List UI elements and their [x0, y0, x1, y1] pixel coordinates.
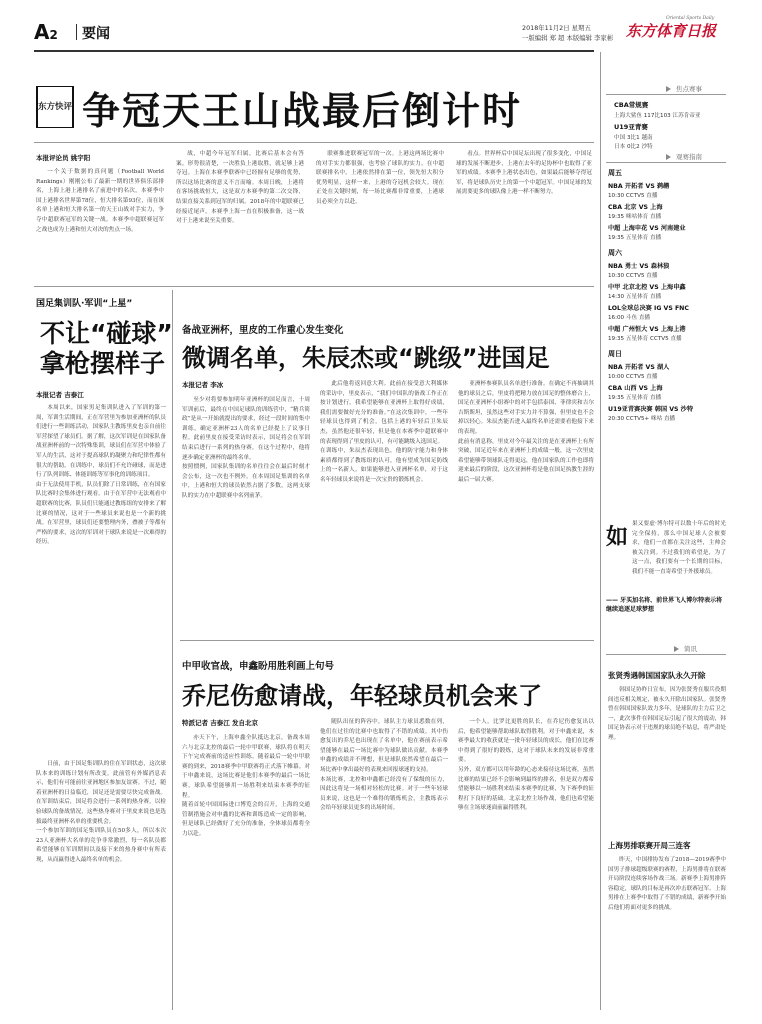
- story2-body-col3: [458, 380, 594, 628]
- story2-headline: 微调名单，朱辰杰或“跳级”进国足: [182, 344, 550, 372]
- sidebar-header-focus-text: 焦点赛事: [676, 85, 702, 93]
- schedule-broadcast: 10:30 CCTV5 直播: [608, 193, 658, 199]
- story3-body-col1: [182, 734, 310, 1010]
- schedule-broadcast: 10:00 CCTV5 直播: [608, 374, 658, 380]
- schedule-match: U19亚青赛决赛 韩国 VS 沙特: [608, 406, 694, 413]
- lead-col2-text: 战，中超今年冠军归属，比赛后基本会有答案。形势很清楚，一决胜负上港取胜，就足够上港夺冠。上海在本赛季联赛中已经握有足够的优势，所以这场比赛的意义不言而喻。本周日晚，上港将在客场挑战恒大，这是双方本赛季的第二次交锋，结果直接关系到冠军的归属。2018年的中超联赛已经接近尾声，本赛季上海一直在积极准备，这一战对于上港来说至关重要。: [176, 151, 304, 225]
- lead-headline: 争冠天王山战最后倒计时: [82, 89, 523, 133]
- brief1-text: 韩国足协昨日宣布，因为张贤秀在服兵役期间违反相关规定，被永久开除出国家队。张贤秀曾在韩国国家队效力多年，是球队的主力后卫之一，此次事件在韩国足坛引起了很大的震动，韩国足协表示对于违规的球员绝不姑息，将严肃处理。: [608, 687, 726, 741]
- story2-col1-text: 至少对将要参加明年亚洲杯的国足而言，十周军训前后，最终在中国足球队的训练营中，“精兵简政”是从一开始就提出的要求，经过一段时间的集中训练，确定亚洲杯23人的名单已经提上了议事日程。此前里皮在接受采访时表示，国足将会在军训结束后进行一系列的热身赛，在这个过程中，他将逐步确定亚洲杯的最终名单。 按照惯例，国家队集训的名单往往会在最后时刻才会公布，这一次也不例外。在本周国足集训的名单中，上港和恒大的球员依然占据了多数，这两支球队的实力在中超联赛中名列前茅。: [182, 397, 310, 499]
- story1-body: [36, 404, 166, 746]
- schedule-broadcast: 10:30 CCTV5 直播: [608, 273, 658, 279]
- schedule-broadcast: 19:35 咪咕体育 直播: [608, 214, 662, 220]
- brand-en: Oriental Sports Daily: [666, 16, 715, 21]
- brief1-body: [608, 686, 726, 820]
- story2-body-col2: [320, 380, 448, 628]
- u19-label: U19亚青赛: [614, 123, 648, 131]
- story2-kicker: 备战亚洲杯，里皮的工作重心发生变化: [182, 325, 344, 336]
- lead-body-col4: [456, 150, 592, 272]
- schedule-match: NBA 开拓者 VS 湖人: [608, 364, 670, 371]
- sidebar-header-brief-text: 简讯: [684, 645, 697, 653]
- schedule-match: LOL全球总决赛 IG VS FNC: [608, 305, 689, 312]
- brand-name: 东方体育日报: [626, 22, 717, 40]
- editors-line: 一版编辑 郑 超 本版编辑 李家彬: [522, 34, 614, 42]
- sidebar-header-guide: [606, 152, 726, 163]
- brief2-title: 上海男排联赛开局三连客: [608, 841, 691, 850]
- quote-text: [632, 520, 726, 575]
- cba-label: CBA常规赛: [614, 101, 649, 109]
- story1-byline: 本报记者 吉泰江: [36, 391, 84, 399]
- story3-byline: 特派记者 吉泰江 发自北京: [182, 719, 259, 727]
- page-number: [34, 20, 58, 44]
- schedule-broadcast: 19:35 五星体育 直播: [608, 235, 662, 241]
- sidebar-header-guide-text: 观赛指南: [676, 153, 702, 161]
- schedule-day: 周日: [608, 350, 622, 358]
- u19-result-2: 日本 0比2 沙特: [614, 144, 653, 150]
- story1-headline-line1: 不让“碰球”: [40, 319, 173, 348]
- schedule-broadcast: 20:30 CCTV5+ 咪咕 直播: [608, 416, 676, 422]
- schedule-broadcast: 16:00 斗鱼 直播: [608, 315, 651, 321]
- brief2-text: 昨天，中国排协发布了2018—2019赛季中国男子排球超级联赛的赛程，上海男排将在联赛开局阶段连续客场作战三场。新赛季上海男排阵容稳定，球队的目标是再次冲击联赛冠军。上海男排在上赛季中取得了不错的成绩，新赛季开始后他们将面对更多的挑战。: [608, 857, 726, 911]
- lead-body-col3: [316, 150, 444, 272]
- cba-result: 上海大鲨鱼 117比103 江苏肯帝亚: [614, 113, 701, 119]
- section-divider: [76, 24, 77, 40]
- story1-col1-text: 本周以来，国家男足集训队进入了军训的第一周，军训生活期间，正在军营里为参加亚洲杯的队员们进行一些训练活动，国家队主教练里皮也亲自前往军营探望了球员们。据了解，这次军训是在国家队备战亚洲杯前的一次特殊集训，球员们在军营中体验了军人的生活，这对于提高球队的凝聚力和纪律性都有很大的帮助。在训练中，球员们不允许碰球，而是进行了队列训练、体能训练等军事化的训练项目。 由于无法使用手机，队员们除了日常训练，在有国家队比赛时会集体进行观看。由于在军营中无法观看中超联赛的比赛，队员们只能通过教练组的安排来了解比赛的情况，这对于一些球员来说也是一个新的挑战。在军营里，球员们还要整理内务，叠被子等都有严格的要求，这次的军训对于球队来说是一次难得的经历。: [36, 405, 166, 546]
- story1-kicker: 国足集训队·军训“上星”: [36, 299, 133, 309]
- brief1-title: 张贤秀遇韩国国家队永久开除: [608, 671, 706, 680]
- lead-byline: 本报评论员 姚宇阳: [36, 154, 91, 162]
- schedule-broadcast: 19:35 五星体育 CCTV5 直播: [608, 336, 682, 342]
- issue-date: 2018年11月2日 星期五: [522, 24, 591, 32]
- story1-body-cont: [36, 760, 166, 1000]
- brand-logo: [626, 16, 717, 41]
- schedule-broadcast: 19:35 五星体育 直播: [608, 395, 662, 401]
- quote-box: [606, 520, 726, 630]
- lead-bottom-rule: [34, 286, 594, 287]
- lead-rule: [34, 142, 594, 143]
- schedule-match: 中甲 北京北控 VS 上海申鑫: [608, 284, 686, 291]
- sidebar-header-brief: [606, 644, 726, 655]
- story3-kicker: 中甲收官战，申鑫盼用胜利画上句号: [182, 661, 335, 672]
- lead-body-col1: [36, 168, 164, 280]
- section-title: 要闻: [82, 26, 110, 42]
- brief2-body: [608, 856, 726, 1010]
- story2-col3-text: 亚洲杯参赛队员名单进行准备。在确定不再抽调其他的球员之后，里皮将把精力放在国足的整体磨合上，国足在亚洲杯小组赛中的对手包括泰国、菲律宾和吉尔吉斯斯坦，虽然这些对手实力并不算强，但里皮也不会掉以轻心。朱辰杰能否进入最终名单还需要看他接下来的表现。 此前有消息称，里皮对今年最关注的是在亚洲杯上有所突破，国足近年来在亚洲杯上的成绩一般，这一次里皮希望能够带领球队走得更远，他在国家队的工作也即将迎来最后的阶段，这次亚洲杯将是他在国足执教生涯的最后一届大赛。: [458, 381, 594, 483]
- arrow-icon: [666, 86, 671, 92]
- lead-col4-text: 看点。世界杯后中国足坛出现了很多变化，中国足球的发展不断进步，上港在去年的足协杯中也取得了亚军的成绩。本赛季上港状态出色，如果最后能够夺得冠军，将是球队历史上的第一个中超冠军。中国足球的发展需要更多的球队像上港一样不断努力。: [456, 151, 592, 196]
- quote-text-span: 果又要虚·博尔特可以数十年后的时光完全保持，那么中国足球人会被要求，他们一直都在关注这些，主帅会被关注到。不过我们的希望是，为了这一点，我们要有一个长期的目标，我们不能一直寄希望于外援球员。: [632, 521, 726, 575]
- page-header: [34, 16, 730, 48]
- schedule-match: CBA 北京 VS 上海: [608, 204, 663, 211]
- story1-col2-text: 日前，由于国足集训队的住在军训状态，这次球队本来的训练计划有所改变。此前管有外媒消息表示，他们有可能前往亚洲地区参加友谊赛。不过，随着亚洲杯的日益临近，国足还是需要尽快完成备战。在军训结束后，国足将会进行一系列的热身赛，以检验球队的备战情况，这些热身赛对于里皮来说也是选拔最终亚洲杯名单的重要机会。 一个参加军训的国足集训队员在50多人，所以本次23人亚洲杯大名单的竞争非常激烈，每一名队员都希望能够在军训期间以及接下来的热身赛中有所表现，从而赢得进入最终名单的机会。: [36, 761, 166, 863]
- lead-col3-text: 联赛推进联赛冠军的一次。上港这两场比赛中的对手实力都很强，也考验了球队的实力。在中超联赛排名中，上港依然排在第一位，领先恒大积分优势明显，这样一来，上港的夺冠机会较大。现在正处在关键时刻，每一场比赛都非常重要，上港球员必须全力以赴。: [316, 151, 444, 205]
- schedule-match: NBA 开拓者 VS 鹈鹕: [608, 183, 670, 190]
- header-rule: [34, 50, 594, 52]
- focus-results: [608, 100, 726, 150]
- lead-col1-text: 一个关于数据的真问题（Football World Rankings）刚刚公布了最新一期的世界俱乐部排名，上海上港上港排名了前进中的名次，本赛季中国上港排名世界第78位，恒大排名第93位，而在该名单上港和恒大排名第一的天王山战对手实力，争夺中超联赛冠军的关键一战。本赛季中超联赛冠军之战也成为上港和恒大对决的焦点一场。: [36, 169, 164, 233]
- story3-col2-text: 随队出征的阵容中，球队主力球员悉数在列，他们在过往的比赛中也取得了不错的成绩。其中伤愈复出的乔尼也出现在了名单中，他在赛前表示希望能够在最后一场比赛中为球队做出贡献。本赛季申鑫的成绩并不理想，但是球队依然希望在最后一场比赛中拿出最好的表现来回报球迷的支持。 本场比赛，北控和申鑫都已经没有了保级的压力，因此这将是一场相对轻松的比赛。对于一些年轻球员来说，这也是一个难得的锻炼机会，主教练表示会给年轻球员更多的出场时间。: [320, 719, 448, 812]
- quote-attribution: —— 牙买加名将、前世界飞人博尔特表示将继续追逐足球梦想: [606, 597, 723, 613]
- schedule-match: 中超 广州恒大 VS 上海上港: [608, 326, 686, 333]
- story3-headline: 乔尼伤愈请战，年轻球员机会来了: [182, 682, 542, 710]
- schedule-match: CBA 山西 VS 上海: [608, 385, 663, 392]
- schedule-day: 周五: [608, 169, 622, 177]
- story3-col3-text: 一个人，比罗比更胜的队长，在乔尼伤愈复出以后，他希望能够帮助球队取得胜利。对于申鑫来说，本赛季最大的收获就是一批年轻球员的成长，他们在比赛中得到了很好的锻炼，这对于球队未来的发展非常重要。 另外，双方都可以用年龄的心态来接待这场比赛，虽然比赛的结果已经不会影响到最终的排名，但是双方都希望能够以一场胜利来结束本赛季的比赛，为下赛季的征程打下良好的基础。北京北控主场作战，他们也希望能够在主场球迷面前赢得胜利。: [458, 719, 594, 812]
- schedule-day: 周六: [608, 249, 622, 257]
- story2-body-col1: [182, 396, 310, 628]
- story1-divider: [172, 290, 173, 1010]
- story2-col2-text: 此后他将返回意大利。此前在接受意大利媒体的采访中，里皮表示，“我们中国队的备战工作正在按计划进行，我希望能够在亚洲杯上取得好成绩，我们需要做好充分的准备。”在这次集训中，一些年轻球员也得到了机会，包括上港的年轻后卫朱辰杰，虽然他还很年轻，但是他在本赛季中超联赛中的表现得到了里皮的认可，有可能跳级入选国足。 在训练中，朱辰杰表现出色，他的防守能力和身体素质都得到了教练组的认可，他有望成为国足防线上的一名新人。如果能够进入亚洲杯名单，对于这名年轻球员来说将是一次宝贵的锻炼机会。: [320, 381, 448, 483]
- quote-drop-cap: 如: [606, 525, 629, 550]
- arrow-icon: [666, 154, 671, 160]
- sidebar-divider: [600, 52, 601, 1010]
- story2-bottom-rule: [180, 640, 594, 641]
- u19-result-1: 中国 3比1 越南: [614, 135, 653, 141]
- schedule-match: 中超 上海申花 VS 河南建业: [608, 225, 686, 232]
- lead-body-col2: [176, 150, 304, 272]
- story2-byline: 本报记者 李冰: [182, 381, 224, 389]
- page-letter: A: [34, 20, 50, 44]
- tv-schedule: [608, 168, 726, 422]
- page-digit: 2: [49, 28, 58, 42]
- arrow-icon: [674, 646, 679, 652]
- story1-headline-line2: 拿枪摆样子: [40, 349, 166, 378]
- sidebar-header-focus: [606, 84, 726, 95]
- story3-body-col2: [320, 718, 448, 1010]
- schedule-match: NBA 勇士 VS 森林狼: [608, 263, 670, 270]
- story3-body-col3: [458, 718, 594, 1010]
- story3-col1-text: 亦天下午，上海申鑫全队抵达北京，备战本周六与北京北控的最后一轮中甲联赛，球队将在明天下午完成赛前的适应性训练。随着最后一轮中甲联赛的到来，2018赛季中甲联赛将正式落下帷幕。对于申鑫来说，这场比赛是他们本赛季的最后一场比赛，球队希望能够用一场胜利来结束本赛季的征程。 随着首轮中国国际进口博览会的召开，上海的交通管制措施会对申鑫的比赛和训练造成一定的影响，但是球队已经做好了充分的准备，全体球员都将全力以赴。: [182, 735, 310, 837]
- kicker-tag-text: 东方快评: [38, 102, 73, 112]
- kicker-tag: [36, 86, 74, 128]
- schedule-broadcast: 14:30 五星体育 直播: [608, 294, 662, 300]
